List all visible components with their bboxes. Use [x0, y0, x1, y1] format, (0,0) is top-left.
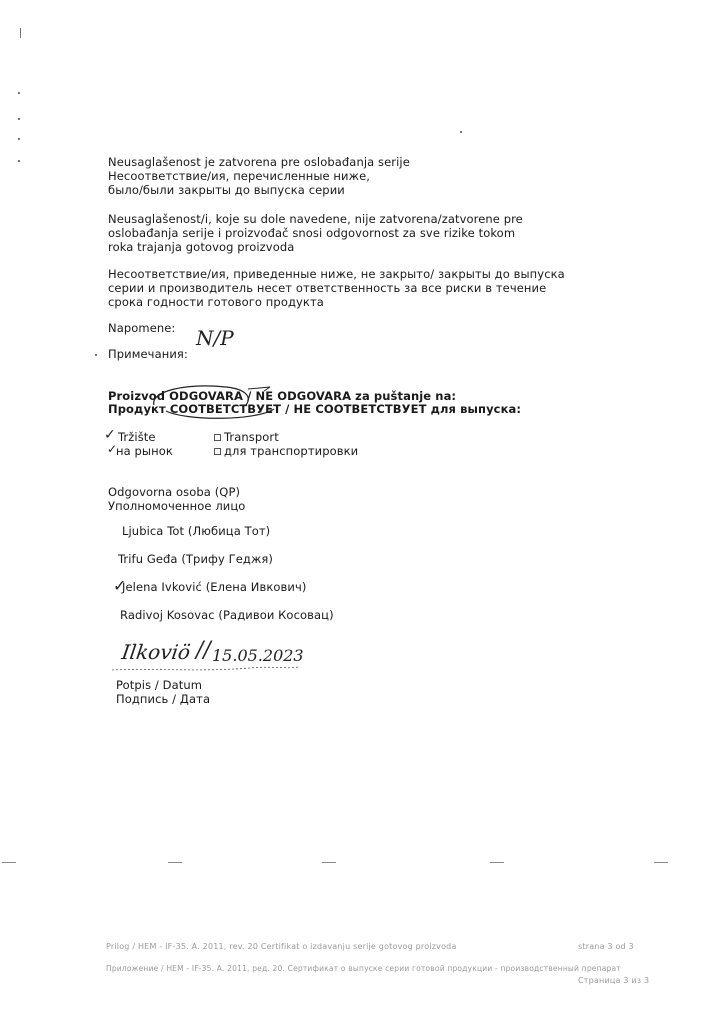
transport-checkbox[interactable] [214, 434, 221, 441]
notes-label-ru: Примечания: [108, 347, 188, 361]
open-sr-2: oslobađanja serije i proizvođač snosi odgovornost za sve rizike tokom [108, 226, 516, 240]
market-ru: на рынок [116, 444, 173, 458]
signature-label-ru: Подпись / Дата [116, 692, 211, 706]
scan-speck [18, 160, 20, 162]
transport-ru: для транспортировки [224, 444, 359, 458]
closed-sr: Neusaglašenost je zatvorena pre oslobađanja serije [108, 155, 410, 169]
market-check-icon: ✓ [107, 442, 118, 456]
scan-dash [322, 862, 336, 863]
footer-page-sr: strana 3 od 3 [578, 942, 634, 951]
qp-person: Ljubica Tot (Любица Тот) [122, 524, 271, 538]
transport-checkbox[interactable] [214, 448, 221, 455]
release-line-ru: Продукт СООТВЕТСТВУЕТ / НЕ СООТВЕТСТВУЕТ для выпуска: [108, 402, 522, 416]
scan-speck [18, 92, 20, 94]
signature-handwritten-name: Ilkoviö [120, 640, 192, 664]
closed-ru-2: было/были закрыты до выпуска серии [108, 183, 345, 197]
qp-person: Radivoj Kosovac (Радивои Косовац) [120, 608, 334, 622]
scan-dash [654, 862, 668, 863]
scan-speck [460, 131, 462, 133]
open-ru-1: Несоответствие/ия, приведенные ниже, не закрыто/ закрыты до выпуска [108, 267, 565, 281]
notes-label-sr: Napomene: [108, 321, 176, 335]
open-sr-1: Neusaglašenost/i, koje su dole navedene, nije zatvorena/zatvorene pre [108, 212, 523, 226]
scan-speck [18, 118, 20, 120]
market-sr: Tržište [118, 430, 156, 444]
signature-line [110, 660, 300, 674]
closed-ru-1: Несоответствие/ия, перечисленные ниже, [108, 169, 371, 183]
footer-line-1: Prilog / HEM - IF-35. A. 2011, rev. 20 Certifikat o izdavanju serije gotovog proizvoda [106, 942, 457, 951]
open-sr-3: roka trajanja gotovog proizvoda [108, 240, 295, 254]
odgovara-circle [146, 381, 336, 423]
footer-line-2: Приложение / НЕМ - IF-35. A. 2011, ред. 20. Сертификат о выпуске серии готовой продукции - производственный препарат [106, 964, 621, 973]
signature-label-sr: Potpis / Datum [116, 678, 203, 692]
signature-slash: // [196, 638, 211, 663]
transport-sr: Transport [224, 430, 279, 444]
footer-page-ru: Страница 3 из 3 [578, 976, 650, 985]
qp-title-ru: Уполномоченное лицо [108, 499, 246, 513]
scan-speck [95, 354, 97, 356]
qp-person: Jelena Ivković (Елена Ивкович) [122, 580, 307, 594]
qp-selected-check-icon: ✓ [113, 576, 127, 595]
scan-dash [168, 862, 182, 863]
qp-person: Trifu Geđa (Трифу Геджя) [118, 552, 274, 566]
release-line-sr: Proizvod ODGOVARA / NE ODGOVARA za puštanje na: [108, 389, 457, 403]
open-ru-3: срока годности готового продукта [108, 295, 324, 309]
scan-dash [2, 862, 16, 863]
market-check-icon: ✓ [104, 427, 116, 443]
notes-handwritten-value: N/P [196, 326, 234, 350]
scan-speck [18, 138, 20, 140]
signature-handwritten-date: 15.05.2023 [212, 646, 304, 665]
qp-title-sr: Odgovorna osoba (QP) [108, 485, 241, 499]
open-ru-2: серии и производитель несет ответственность за все риски в течение [108, 281, 547, 295]
scan-dash [490, 862, 504, 863]
scan-speck [20, 28, 21, 38]
